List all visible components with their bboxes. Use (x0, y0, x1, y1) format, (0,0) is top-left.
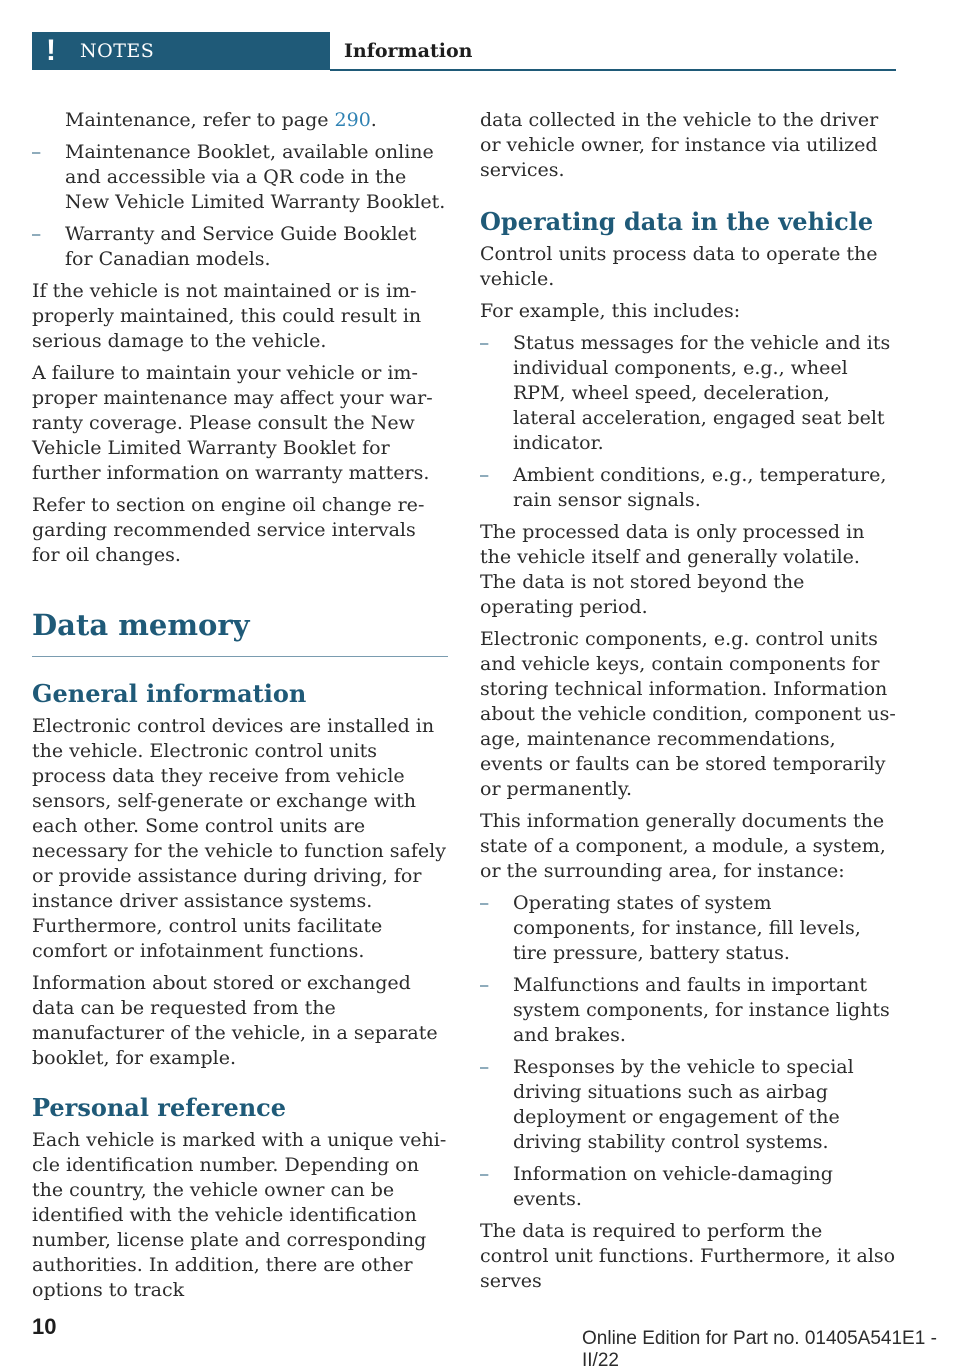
list-item: – Operating states of system components, for instance, fill levels, tire pressure, battery status. (480, 891, 896, 966)
edition-footer: Online Edition for Part no. 01405A541E1 - II/22 (582, 1328, 937, 1371)
paragraph: Information about stored or exchanged data can be requested from the manufacturer of the vehicle, in a separate booklet, for example. (32, 972, 438, 1069)
section-heading: Data memory (32, 608, 448, 657)
page-header (32, 32, 896, 70)
subsection-heading: General information (32, 679, 307, 708)
example-list (480, 331, 896, 513)
topic-label: Information (344, 40, 473, 62)
exclamation-icon: ! (46, 34, 56, 67)
paragraph: For example, this includes: (480, 300, 741, 322)
paragraph: data collected in the vehicle to the driver or vehicle owner, for instance via utilized services. (480, 109, 879, 181)
list-item: – Status messages for the vehicle and its individual components, e.g., wheel RPM, wheel speed, deceleration, lateral acceleration, engaged seat belt indicator. (480, 331, 896, 456)
list-item: – Ambient conditions, e.g., temperature, rain sensor signals. (480, 463, 896, 513)
right-column (480, 108, 896, 1301)
paragraph: The processed data is only processed in the vehicle itself and generally volatile. The data is not stored beyond the operating period. (480, 521, 865, 618)
list-item: – Maintenance Booklet, available online and accessible via a QR code in the New Vehicle Limited Warranty Booklet. (32, 140, 448, 215)
paragraph: This information generally documents the state of a component, a module, a system, or the surrounding area, for instance: (480, 810, 886, 882)
paragraph: Control units process data to operate the vehicle. (480, 243, 878, 290)
paragraph: The data is required to perform the control unit functions. Furthermore, it also serves (480, 1220, 896, 1292)
paragraph: If the vehicle is not maintained or is improperly maintained, this could result in serious damage to the vehicle. (32, 280, 422, 352)
notes-tab (32, 32, 330, 70)
state-list (480, 891, 896, 1212)
paragraph: Refer to section on engine oil change regarding recommended service intervals for oil changes. (32, 494, 425, 566)
paragraph: A failure to maintain your vehicle or improper maintenance may affect your warranty coverage. Please consult the New Vehicle Limited Warranty Booklet for further information on warranty matters. (32, 362, 433, 484)
list-item: – Warranty and Service Guide Booklet for Canadian models. (32, 222, 448, 272)
page-link[interactable]: 290 (334, 109, 371, 131)
paragraph: Electronic control devices are installed in the vehicle. Electronic control units process data they receive from vehicle sensors, self-generate or exchange with each other. Some control units are necessary for the vehicle to function safely or provide assistance during driving, for instance driver assistance systems. Furthermore, control units facilitate comfort or infotainment functions. (32, 715, 446, 962)
booklet-list (32, 140, 448, 272)
paragraph: Each vehicle is marked with a unique vehicle identification number. Depending on the country, the vehicle owner can be identified with the vehicle identification number, license plate and corresponding authorities. In addition, there are other options to track (32, 1129, 447, 1301)
maintenance-reference: Maintenance, refer to page 290. (65, 109, 377, 131)
list-item: – Malfunctions and faults in important system components, for instance lights and brakes. (480, 973, 896, 1048)
paragraph: Electronic components, e.g. control units and vehicle keys, contain components for storing technical information. Information about the vehicle condition, component usage, maintenance recommendations, events or faults can be stored temporarily or permanently. (480, 628, 896, 800)
header-divider (330, 69, 896, 71)
section-label: NOTES (80, 40, 155, 62)
list-item: – Responses by the vehicle to special driving situations such as airbag deployment or engagement of the driving stability control systems. (480, 1055, 896, 1155)
page-number: 10 (32, 1314, 57, 1339)
list-item: – Information on vehicle-damaging events. (480, 1162, 896, 1212)
left-column (32, 108, 448, 1310)
subsection-heading: Operating data in the vehicle (480, 207, 874, 236)
subsection-heading: Personal reference (32, 1093, 287, 1122)
